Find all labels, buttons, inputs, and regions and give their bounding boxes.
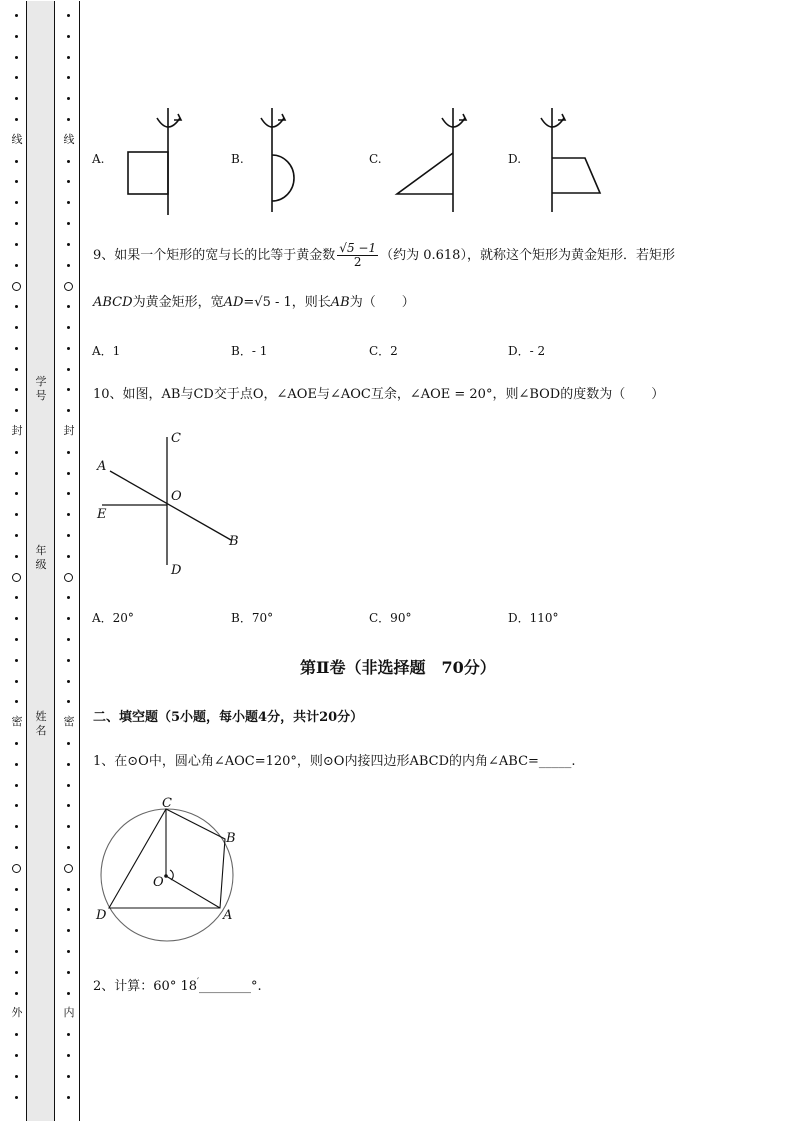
fill2-text-a: 2、计算：60° 18 xyxy=(93,979,197,994)
q9-fraction-denominator: 2 xyxy=(353,255,362,269)
field-grade: 年级 xyxy=(35,544,47,571)
binding-dot xyxy=(67,950,70,953)
binding-dot xyxy=(15,825,18,828)
binding-dot xyxy=(15,160,18,163)
binding-dot xyxy=(67,305,70,308)
binding-dot xyxy=(15,472,18,475)
binding-dot xyxy=(67,118,70,121)
binding-dot xyxy=(67,804,70,807)
binding-dot xyxy=(67,451,70,454)
binding-dot xyxy=(15,971,18,974)
binding-dot xyxy=(15,14,18,17)
binding-dot xyxy=(15,180,18,183)
binding-dot xyxy=(15,97,18,100)
inner-label-seal: 封 xyxy=(63,424,75,437)
q9-option-d: D．- 2 xyxy=(508,344,546,358)
binding-dot xyxy=(15,305,18,308)
binding-dot xyxy=(67,76,70,79)
binding-dot xyxy=(67,888,70,891)
binding-dot xyxy=(67,763,70,766)
binding-dot xyxy=(15,368,18,371)
q9-ab: AB xyxy=(330,295,350,310)
fill1-text: 1、在⊙O中，圆心角∠AOC=120°，则⊙O内接四边形ABCD的内角∠ABC=_____. xyxy=(93,754,576,769)
shape-a-rectangle xyxy=(128,152,168,194)
q8-option-c-label: C. xyxy=(369,152,382,166)
q9-line2-b: - 1，则长 xyxy=(270,295,331,310)
binding-dot xyxy=(67,742,70,745)
q8-figures xyxy=(85,100,625,220)
binding-dot xyxy=(15,513,18,516)
binding-dot xyxy=(67,680,70,683)
q9-option-a: A．1 xyxy=(92,344,121,358)
binding-dot xyxy=(15,700,18,703)
inner-label-inside: 内 xyxy=(63,1006,75,1019)
field-name: 姓名 xyxy=(35,710,47,737)
q9-abcd: ABCD xyxy=(93,295,133,310)
q9-text-part1: 如果一个矩形的宽与长的比等于黄金数 xyxy=(114,248,336,263)
binding-dot xyxy=(15,326,18,329)
binding-dot xyxy=(15,742,18,745)
binding-dot xyxy=(67,492,70,495)
q10-option-d: D．110° xyxy=(508,611,559,625)
q9-fraction-numerator: √5 −1 xyxy=(339,241,377,255)
binding-dot xyxy=(15,638,18,641)
radius-oa xyxy=(166,876,220,908)
shape-b-semicircle xyxy=(272,155,294,201)
binding-dot xyxy=(15,617,18,620)
binding-dot xyxy=(67,160,70,163)
q8-option-a-label: A. xyxy=(92,152,105,166)
fill2-prime: ′ xyxy=(197,977,200,988)
q8-option-b-label: B. xyxy=(231,152,244,166)
q10-label-a: A xyxy=(97,459,107,474)
fill1-label-b: B xyxy=(226,831,236,846)
fill2-text-b: ________°. xyxy=(199,979,262,994)
binding-dot xyxy=(67,513,70,516)
q9-eq: = xyxy=(243,295,255,310)
binding-dot xyxy=(67,201,70,204)
binding-dot xyxy=(15,950,18,953)
binding-dot xyxy=(67,35,70,38)
binding-dot xyxy=(67,700,70,703)
q10-figure xyxy=(90,425,260,585)
q9-golden-fraction xyxy=(337,242,378,269)
binding-dot xyxy=(67,243,70,246)
binding-dot xyxy=(67,992,70,995)
inner-label-line: 线 xyxy=(63,133,75,146)
binding-dot xyxy=(67,347,70,350)
binding-dot xyxy=(15,804,18,807)
binding-dot xyxy=(67,56,70,59)
binding-dot xyxy=(15,201,18,204)
binding-dot xyxy=(15,118,18,121)
binding-dot xyxy=(67,971,70,974)
section2-part-heading: 二、填空题（5小题，每小题4分，共计20分） xyxy=(93,710,364,725)
binding-dot xyxy=(15,264,18,267)
q10-label-e: E xyxy=(97,507,107,522)
binding-dot xyxy=(15,347,18,350)
outer-ring-2 xyxy=(12,573,21,582)
binding-dot xyxy=(15,222,18,225)
q10-option-b: B．70° xyxy=(231,611,274,625)
binding-dot xyxy=(67,1075,70,1078)
q9-line2-c: 为（ ） xyxy=(349,295,415,310)
binding-dot xyxy=(15,680,18,683)
q9-line2 xyxy=(93,291,415,310)
binding-dot xyxy=(15,388,18,391)
q9-option-b: B．- 1 xyxy=(231,344,268,358)
binding-dot xyxy=(15,888,18,891)
binding-dot xyxy=(67,659,70,662)
binding-dot xyxy=(15,763,18,766)
inner-label-secret: 密 xyxy=(63,715,75,728)
binding-dot xyxy=(15,1033,18,1036)
binding-dot xyxy=(15,243,18,246)
binding-dot xyxy=(67,264,70,267)
binding-dot xyxy=(67,1054,70,1057)
outer-ring-1 xyxy=(12,282,21,291)
binding-dot xyxy=(15,596,18,599)
binding-dot xyxy=(15,56,18,59)
binding-dot xyxy=(67,596,70,599)
inner-ring-3 xyxy=(64,864,73,873)
binding-dot xyxy=(15,1054,18,1057)
shape-c-triangle xyxy=(397,153,453,194)
quad-abcd xyxy=(109,809,225,908)
q10-label-c: C xyxy=(171,431,181,446)
binding-dot xyxy=(67,908,70,911)
binding-dot xyxy=(15,784,18,787)
binding-dot xyxy=(67,784,70,787)
binding-dot xyxy=(15,35,18,38)
q9-text-part2: （约为 0.618），就称这个矩形为黄金矩形．若矩形 xyxy=(380,248,675,263)
binding-dot xyxy=(67,472,70,475)
outer-label-secret: 密 xyxy=(11,715,23,728)
binding-dot xyxy=(67,14,70,17)
binding-dot xyxy=(15,76,18,79)
fill2-text xyxy=(93,975,262,994)
q10-option-c: C．90° xyxy=(369,611,412,625)
binding-dot xyxy=(67,617,70,620)
q9-option-c: C．2 xyxy=(369,344,398,358)
binding-dot xyxy=(15,534,18,537)
binding-dot xyxy=(67,825,70,828)
binding-dot xyxy=(67,534,70,537)
outer-ring-3 xyxy=(12,864,21,873)
inner-ring-1 xyxy=(64,282,73,291)
field-student-id: 学号 xyxy=(35,375,47,402)
binding-dot xyxy=(15,1096,18,1099)
q10-text: 10、如图，AB与CD交于点O，∠AOE与∠AOC互余，∠AOE = 20°，则∠BOD的度数为（ ） xyxy=(93,387,665,402)
binding-dot xyxy=(67,1033,70,1036)
binding-dot xyxy=(67,97,70,100)
outer-label-line: 线 xyxy=(11,133,23,146)
binding-dot xyxy=(67,929,70,932)
outer-label-seal: 封 xyxy=(11,424,23,437)
section2-title: 第Ⅱ卷（非选择题 70分） xyxy=(300,658,496,677)
binding-dot xyxy=(67,326,70,329)
binding-dot xyxy=(67,846,70,849)
binding-dot xyxy=(67,638,70,641)
outer-dot-column xyxy=(11,0,23,1123)
binding-dot xyxy=(15,492,18,495)
q9-ad: AD xyxy=(223,295,244,310)
binding-dot xyxy=(15,555,18,558)
inner-ring-2 xyxy=(64,573,73,582)
q10-label-d: D xyxy=(171,563,182,578)
q10-label-b: B xyxy=(229,534,239,549)
binding-dot xyxy=(67,1096,70,1099)
inner-dot-column xyxy=(63,0,75,1123)
binding-dot xyxy=(67,222,70,225)
binding-dot xyxy=(67,409,70,412)
binding-dot xyxy=(67,388,70,391)
binding-dot xyxy=(15,451,18,454)
fill1-label-c: C xyxy=(162,796,172,811)
fill1-label-o: O xyxy=(153,875,164,890)
q9-number: 9、 xyxy=(93,248,115,263)
binding-dot xyxy=(15,409,18,412)
outer-label-outside: 外 xyxy=(11,1006,23,1019)
fill1-label-a: A xyxy=(223,908,233,923)
binding-right-border xyxy=(79,1,80,1121)
binding-dot xyxy=(15,659,18,662)
binding-dot xyxy=(15,992,18,995)
binding-dot xyxy=(67,368,70,371)
binding-dot xyxy=(15,846,18,849)
q9-line2-a: 为黄金矩形，宽 xyxy=(132,295,224,310)
q10-label-o: O xyxy=(171,489,182,504)
q10-option-a: A．20° xyxy=(92,611,134,625)
shape-d-trapezoid xyxy=(552,158,600,193)
q9-line1 xyxy=(93,242,675,269)
binding-dot xyxy=(15,1075,18,1078)
fill1-label-d: D xyxy=(96,908,107,923)
fill1-figure xyxy=(90,795,250,950)
binding-dot xyxy=(67,555,70,558)
binding-dot xyxy=(15,908,18,911)
binding-dot xyxy=(15,929,18,932)
q9-sqrt5: √5 xyxy=(254,295,271,310)
q8-option-d-label: D. xyxy=(508,152,522,166)
binding-dot xyxy=(67,180,70,183)
